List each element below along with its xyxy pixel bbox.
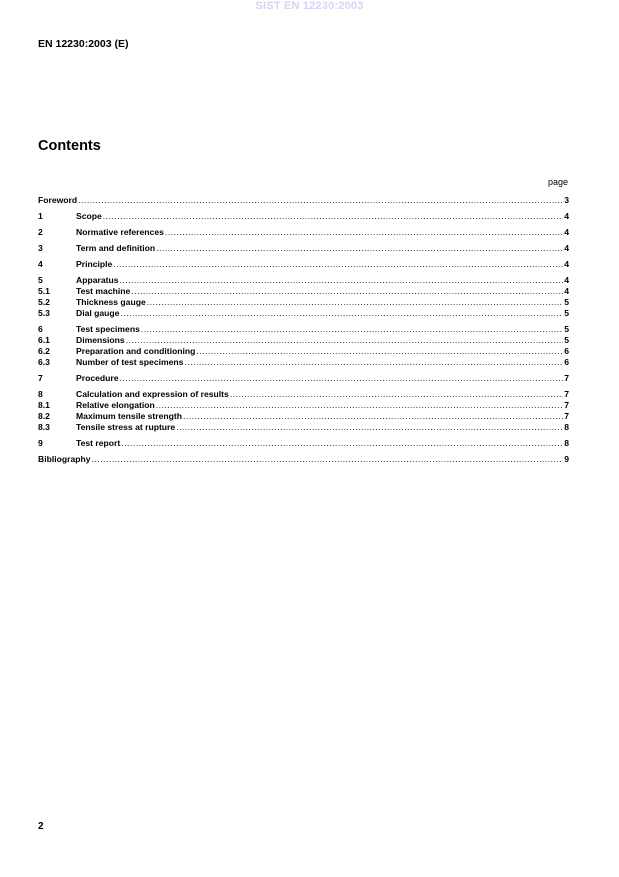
toc-entry[interactable]	[38, 297, 569, 308]
toc-entry-page: 9	[564, 454, 569, 464]
toc-dot-leader	[156, 400, 563, 411]
toc-entry-title: Apparatus	[76, 275, 119, 285]
toc-entry-title: Test machine	[76, 286, 131, 296]
toc-entry[interactable]	[38, 324, 569, 335]
contents-title: Contents	[38, 138, 101, 154]
toc-dot-leader	[78, 195, 563, 206]
toc-entry-number: 8.3	[38, 422, 50, 432]
toc-entry[interactable]	[38, 454, 569, 465]
table-of-contents	[38, 195, 569, 470]
toc-entry-page: 7	[564, 411, 569, 421]
toc-entry[interactable]	[38, 243, 569, 254]
toc-entry-page: 4	[564, 211, 569, 221]
toc-group	[38, 373, 569, 384]
toc-entry-page: 7	[564, 389, 569, 399]
toc-entry[interactable]	[38, 422, 569, 433]
toc-entry-title: Tensile stress at rupture	[76, 422, 176, 432]
toc-entry[interactable]	[38, 400, 569, 411]
toc-entry-number: 2	[38, 227, 43, 237]
toc-group	[38, 227, 569, 238]
toc-entry-title: Principle	[76, 259, 113, 269]
toc-entry-page: 7	[564, 373, 569, 383]
page-column-label: page	[547, 177, 568, 187]
toc-entry-title: Foreword	[38, 195, 78, 205]
toc-dot-leader	[126, 335, 564, 346]
toc-entry-number: 5.3	[38, 308, 50, 318]
toc-entry-number: 5	[38, 275, 43, 285]
toc-entry-page: 8	[564, 438, 569, 448]
toc-group	[38, 243, 569, 254]
toc-entry-title: Preparation and conditioning	[76, 346, 196, 356]
toc-group	[38, 195, 569, 206]
toc-entry[interactable]	[38, 438, 569, 449]
toc-entry-page: 4	[564, 275, 569, 285]
toc-dot-leader	[120, 275, 564, 286]
toc-entry-page: 7	[564, 400, 569, 410]
toc-entry-page: 6	[564, 346, 569, 356]
toc-entry-page: 4	[564, 227, 569, 237]
toc-entry-page: 4	[564, 243, 569, 253]
toc-entry-number: 6.1	[38, 335, 50, 345]
toc-dot-leader	[103, 211, 563, 222]
toc-entry[interactable]	[38, 357, 569, 368]
toc-group	[38, 454, 569, 465]
toc-group	[38, 389, 569, 433]
toc-dot-leader	[196, 346, 563, 357]
toc-entry-title: Test specimens	[76, 324, 140, 334]
toc-group	[38, 211, 569, 222]
toc-entry[interactable]	[38, 211, 569, 222]
watermark: SIST EN 12230:2003	[255, 0, 364, 12]
toc-entry-title: Bibliography	[38, 454, 91, 464]
toc-dot-leader	[184, 357, 563, 368]
toc-entry-number: 1	[38, 211, 43, 221]
toc-entry-title: Term and definition	[76, 243, 156, 253]
toc-entry-title: Scope	[76, 211, 102, 221]
toc-entry[interactable]	[38, 335, 569, 346]
toc-entry-number: 3	[38, 243, 43, 253]
toc-dot-leader	[121, 438, 563, 449]
toc-entry-title: Normative references	[76, 227, 164, 237]
toc-entry-title: Test report	[76, 438, 121, 448]
toc-entry-number: 7	[38, 373, 43, 383]
toc-entry[interactable]	[38, 389, 569, 400]
toc-entry-page: 5	[564, 297, 569, 307]
toc-entry[interactable]	[38, 308, 569, 319]
toc-entry-title: Calculation and expression of results	[76, 389, 229, 399]
toc-entry-page: 8	[564, 422, 569, 432]
toc-dot-leader	[183, 411, 563, 422]
toc-entry[interactable]	[38, 373, 569, 384]
toc-entry-title: Number of test specimens	[76, 357, 184, 367]
toc-dot-leader	[165, 227, 563, 238]
toc-entry-number: 8	[38, 389, 43, 399]
toc-entry-page: 5	[564, 335, 569, 345]
toc-dot-leader	[156, 243, 563, 254]
toc-group	[38, 438, 569, 449]
toc-entry-number: 8.2	[38, 411, 50, 421]
toc-entry-number: 6	[38, 324, 43, 334]
toc-entry-page: 5	[564, 308, 569, 318]
toc-dot-leader	[230, 389, 563, 400]
toc-dot-leader	[141, 324, 563, 335]
toc-entry-page: 5	[564, 324, 569, 334]
toc-entry-title: Dial gauge	[76, 308, 120, 318]
toc-group	[38, 324, 569, 368]
toc-entry[interactable]	[38, 227, 569, 238]
toc-entry-page: 4	[564, 286, 569, 296]
toc-entry[interactable]	[38, 275, 569, 286]
toc-entry-number: 6.2	[38, 346, 50, 356]
toc-entry-number: 6.3	[38, 357, 50, 367]
toc-entry-title: Dimensions	[76, 335, 125, 345]
toc-group	[38, 275, 569, 319]
toc-dot-leader	[92, 454, 564, 465]
toc-dot-leader	[120, 308, 563, 319]
toc-entry-page: 6	[564, 357, 569, 367]
toc-entry-page: 3	[564, 195, 569, 205]
toc-entry-page: 4	[564, 259, 569, 269]
toc-entry-number: 5.2	[38, 297, 50, 307]
toc-entry[interactable]	[38, 259, 569, 270]
toc-dot-leader	[120, 373, 564, 384]
toc-entry-number: 5.1	[38, 286, 50, 296]
document-id-header: EN 12230:2003 (E)	[38, 38, 129, 50]
toc-dot-leader	[113, 259, 563, 270]
toc-dot-leader	[176, 422, 563, 433]
toc-entry-number: 4	[38, 259, 43, 269]
toc-entry[interactable]	[38, 346, 569, 357]
page-number: 2	[38, 821, 44, 832]
toc-entry-title: Procedure	[76, 373, 119, 383]
toc-entry-title: Thickness gauge	[76, 297, 146, 307]
toc-dot-leader	[131, 286, 563, 297]
toc-entry-number: 9	[38, 438, 43, 448]
toc-dot-leader	[147, 297, 563, 308]
toc-group	[38, 259, 569, 270]
toc-entry[interactable]	[38, 195, 569, 206]
toc-entry[interactable]	[38, 286, 569, 297]
toc-entry-title: Maximum tensile strength	[76, 411, 183, 421]
toc-entry-number: 8.1	[38, 400, 50, 410]
toc-entry[interactable]	[38, 411, 569, 422]
toc-entry-title: Relative elongation	[76, 400, 155, 410]
